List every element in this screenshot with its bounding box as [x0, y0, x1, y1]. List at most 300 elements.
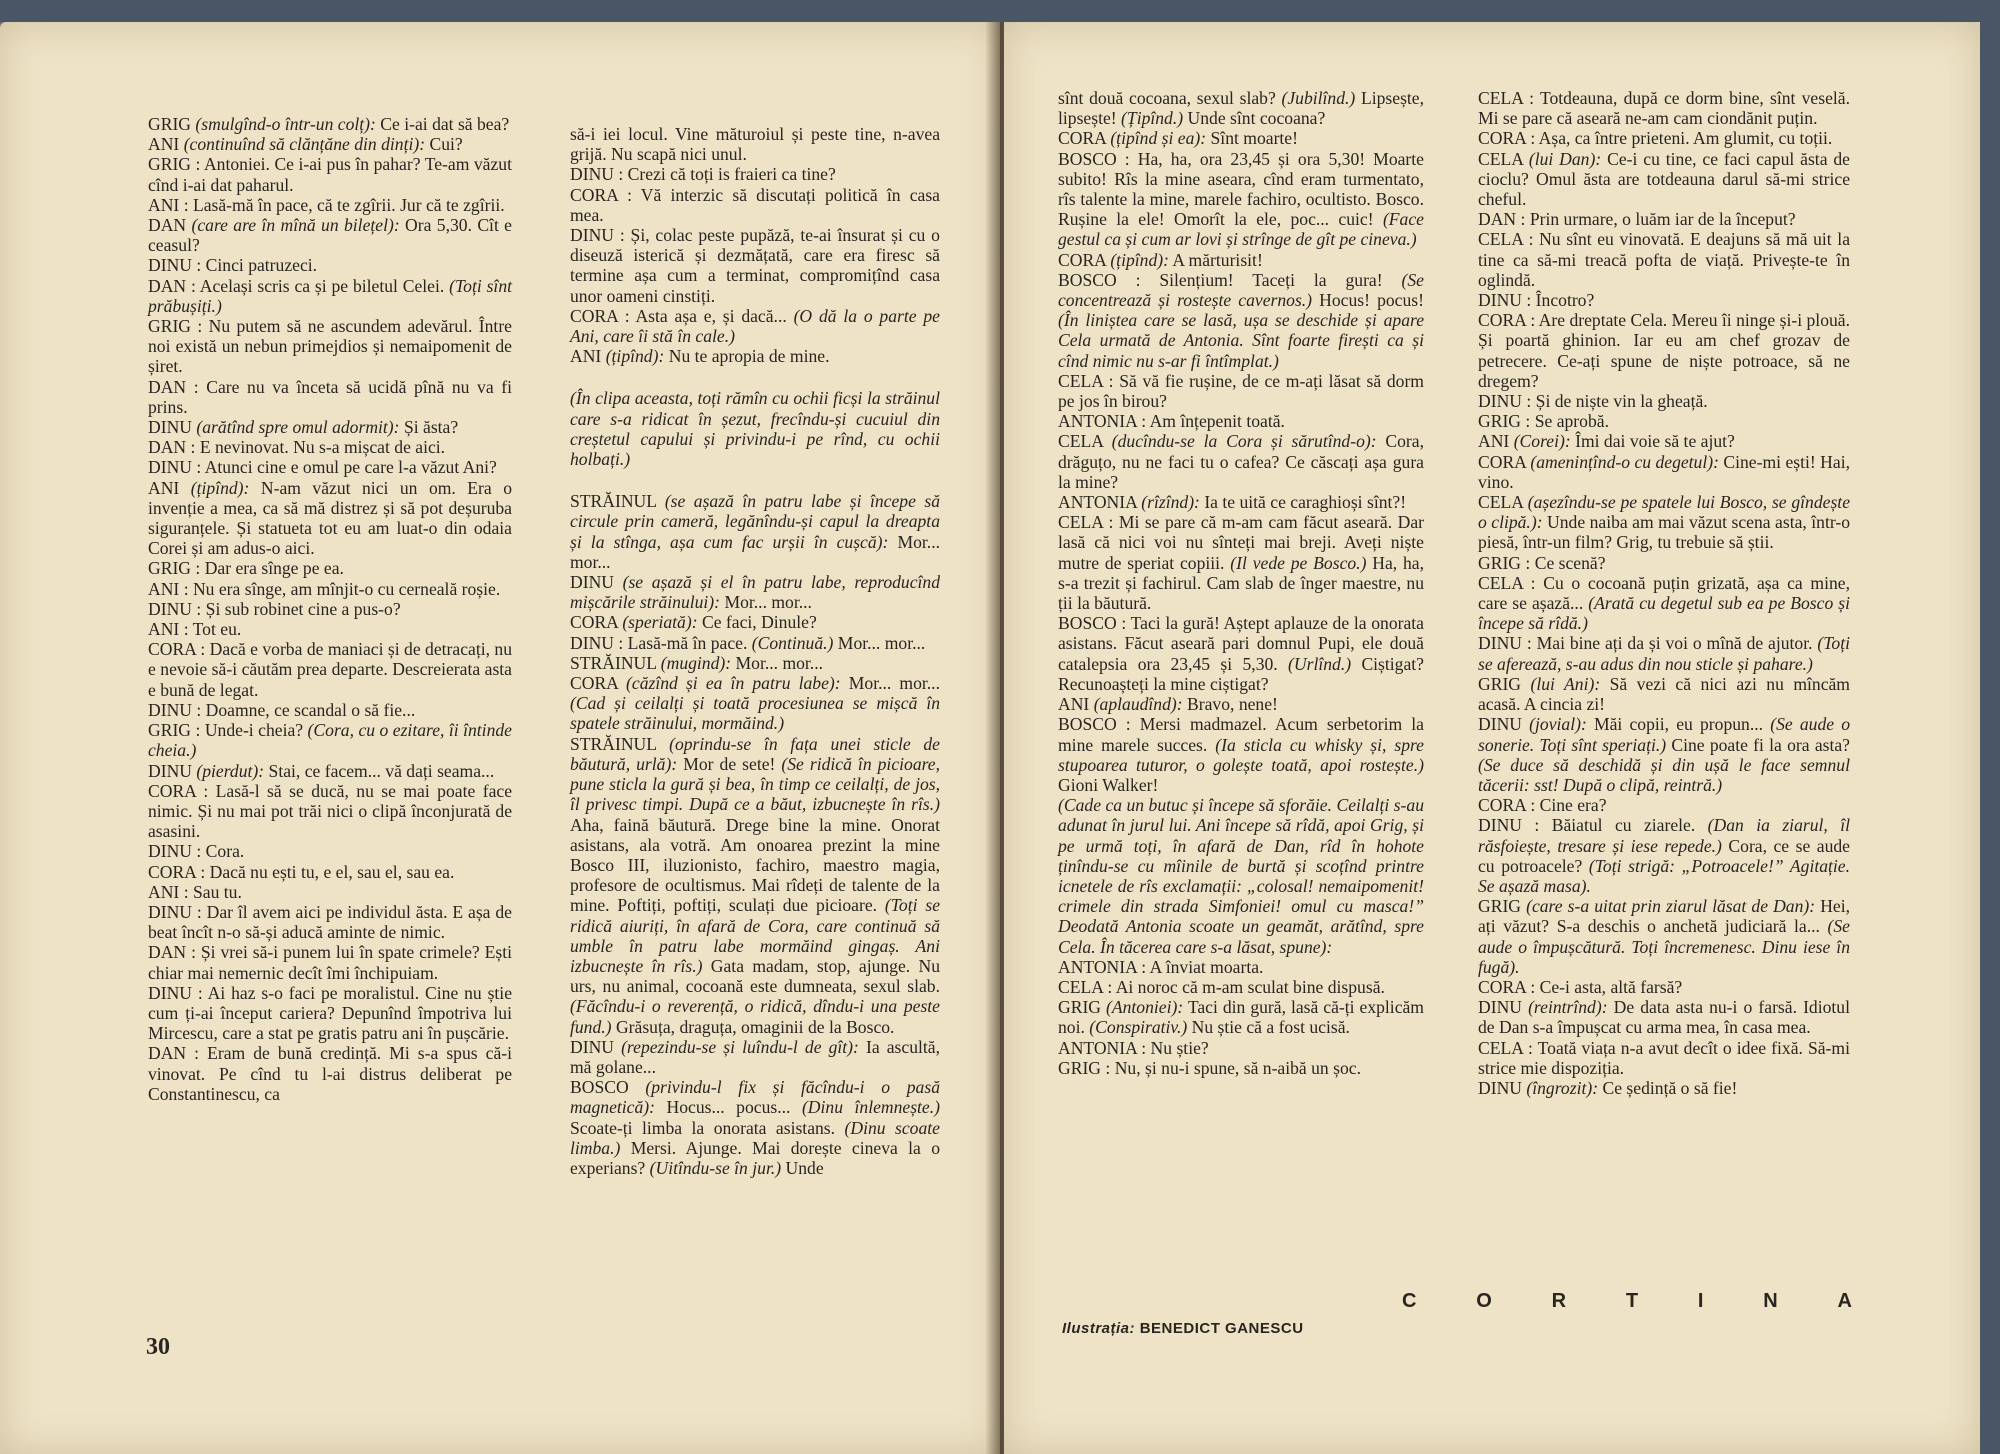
cortina-letter: T: [1625, 1290, 1639, 1312]
dialogue-text: : Eram de bună credință. Mi s-a spus că-i vinovat. Pe cînd tu l-ai distrus deliberat pe Constantinescu, ca: [148, 1043, 513, 1104]
speaker-name: BOSCO: [1058, 714, 1117, 735]
speaker-name: CORA: [570, 184, 618, 205]
dialogue-text: : Sau tu.: [183, 881, 242, 902]
dialogue-text: Mor... mor...: [735, 652, 824, 673]
stage-direction: (țipînd și ea):: [1110, 128, 1207, 149]
page-number: 30: [146, 1334, 170, 1360]
dialogue-text: : Tot eu.: [183, 619, 242, 640]
dialogue-line: [570, 653, 940, 673]
speaker-name: CORA: [1058, 249, 1106, 270]
cortina-letter: I: [1697, 1290, 1704, 1312]
speaker-name: DINU: [148, 255, 192, 276]
dialogue-text: : Ce-i asta, altă farsă?: [1530, 976, 1683, 997]
dialogue-text: : E nevinovat. Nu s-a mișcat de aici.: [190, 437, 446, 458]
stage-direction: (O dă la o parte pe Ani, care îi stă în cale.): [570, 305, 940, 347]
book-cover-edge: [0, 0, 2000, 22]
dialogue-text: Hocus... pocus...: [666, 1097, 791, 1118]
dialogue-line: [148, 215, 512, 255]
dialogue-text: : Antoniei. Ce i-ai pus în pahar? Te-am văzut cînd i-ai dat paharul.: [148, 154, 512, 195]
dialogue-text: : Am înțepenit toată.: [1141, 411, 1285, 432]
speaker-name: CELA: [1478, 572, 1523, 593]
stage-direction: (lui Ani):: [1530, 673, 1601, 694]
stage-direction: (Făcîndu-i o reverență, o ridică, dîndu-i una peste fund.): [570, 996, 940, 1037]
stage-direction: (mugind):: [660, 652, 732, 673]
speaker-name: ANTONIA: [1058, 956, 1137, 977]
speaker-name: DINU: [570, 164, 614, 185]
dialogue-text: Îmi dai voie să te ajut?: [1575, 431, 1735, 452]
dialogue-line: [1058, 714, 1424, 795]
dialogue-text: : Mai bine ați da și voi o mînă de ajutor.: [1526, 633, 1813, 654]
dialogue-line: [148, 639, 512, 700]
speaker-name: CORA: [1478, 451, 1526, 472]
speaker-name: ANI: [1478, 431, 1510, 452]
dialogue-text: A mărturisit!: [1172, 249, 1263, 270]
dialogue-text: : Asta așa e, și dacă...: [624, 305, 787, 326]
dialogue-line: [1058, 431, 1424, 492]
dialogue-line: [1478, 795, 1850, 815]
dialogue-line: [148, 983, 512, 1044]
dialogue-line: [1058, 613, 1424, 694]
dialogue-line: [148, 761, 512, 781]
dialogue-line: [1058, 492, 1424, 512]
speaker-name: DINU: [1478, 391, 1522, 412]
dialogue-text: : Mersi madmazel. Acum serbetorim la mine marele succes.: [1058, 714, 1424, 755]
stage-direction: (Se aude o sonerie. Toți sînt speriați.): [1478, 714, 1851, 755]
speaker-name: STRĂINUL: [570, 652, 657, 673]
speaker-name: DINU: [148, 901, 192, 922]
dialogue-text: : Nu sînt eu vinovată. E deajuns să mă uit la tine ca să-mi treacă pofta de viață. Privește-te în oglindă.: [1478, 229, 1851, 290]
stage-direction: (smulgînd-o într-un colț):: [195, 114, 376, 134]
dialogue-line: [570, 633, 940, 653]
dialogue-text: sînt două cocoana, sexul slab?: [1058, 88, 1276, 108]
stage-direction: (amenințînd-o cu degetul):: [1530, 451, 1719, 472]
dialogue-line: [570, 1037, 940, 1077]
dialogue-text: : Dar era sînge pe ea.: [195, 558, 344, 579]
dialogue-text: : Care nu va înceta să ucidă pînă nu va fi prins.: [148, 376, 512, 417]
text-column-2: [570, 124, 940, 1178]
speaker-name: DAN: [1478, 209, 1517, 230]
stage-direction: (Continuă.): [751, 632, 834, 653]
stage-direction: (reintrînd):: [1528, 997, 1608, 1018]
stage-direction: (țipînd):: [1110, 249, 1169, 270]
dialogue-line: [148, 478, 512, 559]
stage-direction: (se așază în patru labe și începe să circule prin cameră, legănîndu-și capul la dreapta și la stînga, așa cum fac urșii în cușcă):: [570, 491, 940, 552]
dialogue-line: [1058, 512, 1424, 613]
dialogue-text: Ce ședință o să fie!: [1602, 1077, 1738, 1098]
dialogue-line: [1058, 694, 1424, 714]
speaker-name: ANI: [148, 578, 180, 599]
speaker-name: DINU: [148, 598, 192, 619]
stage-direction: (Conspirativ.): [1089, 1017, 1188, 1038]
dialogue-text: : Ai haz s-o faci pe moralistul. Cine nu știe cum ți-ai început cariera? Depunînd împotriva lui Mircescu, care a stat pe gratis patru ani în pușcărie.: [148, 982, 513, 1044]
dialogue-text: De data asta nu-i o farsă. Idiotul de Dan s-a împușcat cu arma mea, în casa mea.: [1478, 997, 1850, 1038]
dialogue-line: [1058, 270, 1424, 371]
cortina-letter: O: [1476, 1290, 1492, 1312]
credit-label: Ilustrația:: [1062, 1320, 1136, 1337]
dialogue-line: [1478, 674, 1850, 714]
speaker-name: CORA: [148, 639, 196, 660]
dialogue-line: [148, 134, 512, 154]
speaker-name: CELA: [1478, 148, 1523, 169]
dialogue-line: [1478, 431, 1850, 451]
stage-direction: (Toți se aferează, s-au adus din nou sticle și pahare.): [1478, 633, 1850, 674]
stage-direction: (așezîndu-se pe spatele lui Bosco, se gîndește o clipă.):: [1478, 492, 1850, 533]
text-column-1: [148, 114, 512, 1104]
dialogue-text: : Doamne, ce scandal o să fie...: [196, 699, 416, 720]
dialogue-text: : Are dreptate Cela. Mereu îi ninge și-i plouă. Și poartă ghinion. Iar eu am chef grozav de petrecere. Ce-ați spune de niște potroace, să ne dregem?: [1478, 310, 1850, 391]
speaker-name: GRIG: [1478, 673, 1522, 694]
dialogue-line: [1478, 633, 1850, 673]
dialogue-line: [570, 673, 940, 734]
dialogue-text: : Același scris ca și pe biletul Celei.: [190, 275, 445, 296]
dialogue-text: Ia ascultă, mă golane...: [570, 1036, 940, 1077]
dialogue-line: [570, 124, 940, 164]
dialogue-text: : Dacă nu ești tu, e el, sau el, sau ea.: [200, 861, 455, 882]
stage-direction: (oprindu-se în fața unei sticle de băutură, urlă):: [570, 733, 940, 774]
dialogue-line: [1478, 492, 1850, 553]
dialogue-line: [570, 734, 940, 1037]
dialogue-line: [148, 417, 512, 437]
dialogue-text: : Cinci patruzeci.: [196, 255, 318, 276]
dialogue-text: : Nu era sînge, am mînjit-o cu cerneală roșie.: [183, 578, 501, 599]
stage-direction: (Se duce să deschidă și din ușă le face semnul tăcerii: sst! După o clipă, reintră.): [1478, 754, 1850, 795]
dialogue-line: [1478, 310, 1850, 391]
stage-direction: (lui Dan):: [1528, 148, 1602, 169]
dialogue-text: : Încotro?: [1526, 290, 1595, 311]
stage-direction: (țipînd):: [190, 477, 250, 498]
stage-direction: (Dan ia ziarul, îl răsfoiește, tresare și iese repede.): [1478, 815, 1850, 856]
dialogue-text: : A înviat moarta.: [1141, 956, 1264, 977]
stage-direction: (Uitîndu-se în jur.): [649, 1157, 782, 1178]
dialogue-line: [148, 377, 512, 417]
stage-direction: (Urlînd.): [1288, 653, 1352, 674]
stage-direction: (care s-a uitat prin ziarul lăsat de Dan):: [1526, 896, 1816, 917]
dialogue-line: [148, 579, 512, 599]
speaker-name: CORA: [1058, 128, 1106, 149]
speaker-name: GRIG: [1478, 411, 1522, 432]
dialogue-line: [570, 612, 940, 632]
dialogue-text: : Ce scenă?: [1525, 552, 1606, 573]
speaker-name: CORA: [1478, 976, 1526, 997]
dialogue-text: Cora, drăguțo, nu ne faci tu o cafea? Ce căscați așa gura la mine?: [1058, 431, 1424, 492]
stage-direction: (Toți strigă: „Potroacele!” Agitație. Se așază masa).: [1478, 855, 1850, 896]
dialogue-text: N-am văzut nici un om. Era o invenție a mea, ca să mă distrez și să pot deșuruba siguranțele. Și statueta tot eu am luat-o din odaia Corei și am adus-o aici.: [148, 477, 512, 559]
stage-direction: (arătînd spre omul adormit):: [196, 417, 400, 438]
dialogue-text: : Lasă-mă în pace, că te zgîrii. Jur că te zgîrii.: [183, 194, 505, 215]
speaker-name: GRIG: [1478, 552, 1522, 573]
dialogue-text: Grăsuța, draguța, omaginii de la Bosco.: [615, 1016, 895, 1037]
speaker-name: CELA: [1478, 88, 1523, 108]
dialogue-line: [1058, 977, 1424, 997]
stage-direction: (Dinu scoate limba.): [570, 1117, 940, 1158]
dialogue-text: Cine poate fi la ora asta?: [1671, 734, 1850, 755]
dialogue-line: [148, 599, 512, 619]
stage-direction: (Se aude o împușcătură. Toți încremenesc. Dinu iese în fugă).: [1478, 916, 1850, 977]
book-cover-edge-right: [1980, 0, 2000, 1454]
stage-direction: (Toți sînt prăbușiți.): [148, 275, 513, 316]
dialogue-line: [1478, 149, 1850, 210]
dialogue-line: [1478, 714, 1850, 795]
stage-direction: (Cora, cu o ezitare, îi întinde cheia.): [148, 720, 512, 761]
dialogue-line: [1058, 957, 1424, 977]
dialogue-text: Mor... mor...: [570, 531, 940, 572]
dialogue-text: : Nu știe?: [1141, 1037, 1209, 1058]
dialogue-line: [570, 491, 940, 572]
stage-direction: (jovial):: [1529, 714, 1587, 735]
dialogue-line: [148, 841, 512, 861]
stage-direction: (ducîndu-se la Cora și sărutînd-o):: [1111, 431, 1377, 452]
dialogue-line: [148, 781, 512, 842]
dialogue-line: [1478, 815, 1850, 896]
dialogue-line: [1478, 1038, 1850, 1078]
dialogue-text: : Mi se pare că m-am cam făcut aseară. Dar lasă că nici voi nu sînteți mai breji. Aveți niște mutre de speriat copiii.: [1058, 512, 1424, 573]
dialogue-line: [148, 457, 512, 477]
speaker-name: ANI: [148, 619, 180, 640]
stage-direction: (căzînd și ea în patru labe):: [626, 673, 841, 694]
dialogue-text: Ce faci, Dinule?: [701, 612, 817, 633]
speaker-name: GRIG: [148, 720, 192, 741]
speaker-name: BOSCO: [570, 1077, 629, 1098]
speaker-name: DINU: [148, 457, 192, 478]
dialogue-line: [570, 1077, 940, 1178]
dialogue-line: [570, 388, 940, 469]
speaker-name: DINU: [148, 841, 192, 862]
speaker-name: ANI: [148, 881, 180, 902]
stage-direction: (îngrozit):: [1526, 1077, 1599, 1098]
speaker-name: DINU: [1478, 1077, 1522, 1098]
stage-direction: (privindu-l fix și făcîndu-i o pasă magnetică):: [570, 1077, 940, 1118]
speaker-name: DINU: [570, 632, 614, 653]
stage-direction: (speriată):: [622, 612, 698, 633]
speaker-name: DAN: [148, 437, 187, 458]
text-column-4: [1478, 88, 1850, 1098]
dialogue-text: Hocus! pocus!: [1319, 290, 1424, 311]
dialogue-text: Sînt moarte!: [1210, 128, 1298, 149]
dialogue-text: Să vezi că nici azi nu mîncăm acasă. A cincia zi!: [1478, 673, 1850, 715]
dialogue-text: Ia te uită ce caraghioși sînt?!: [1204, 492, 1407, 513]
dialogue-line: [1478, 997, 1850, 1037]
stage-direction: (În liniștea care se lasă, ușa se deschide și apare Cela urmată de Antonia. Sînt foarte firești ca și cînd nimic nu s-ar fi întîmplat.): [1058, 310, 1424, 371]
speaker-name: DINU: [570, 225, 614, 246]
speaker-name: CELA: [1058, 370, 1103, 391]
dialogue-line: [1478, 452, 1850, 492]
dialogue-text: Lipsește, lipsește!: [1058, 88, 1425, 129]
cortina-letter: C: [1402, 1290, 1417, 1312]
speaker-name: CORA: [570, 305, 618, 326]
dialogue-line: [1058, 149, 1424, 250]
dialogue-text: Scoate-ți limba la onorata asistans.: [570, 1117, 836, 1138]
stage-direction: (Țipînd.): [1121, 108, 1184, 129]
dialogue-text: Bravo, nene!: [1187, 694, 1278, 715]
text-column-3: [1058, 88, 1424, 1078]
dialogue-text: Ora 5,30. Cît e ceasul?: [148, 215, 512, 256]
dialogue-text: Aha, faină băutură. Drege bine la mine. Onorat asistans, ala votră. Am onoarea prezint la mine Bosco III, iluzionisto, fachiro, maestro magia, profesore de ocultismus. Mai rîdeți de talente de la mine. Poftiți, poftiți, sculați due picioare.: [570, 814, 940, 916]
dialogue-text: : Unde-i cheia?: [195, 720, 304, 741]
dialogue-line: [1478, 229, 1850, 290]
stage-direction: (Arată cu degetul sub ea pe Bosco și începe să rîdă.): [1478, 593, 1850, 634]
dialogue-line: [148, 1043, 512, 1104]
dialogue-line: [1478, 88, 1850, 128]
speaker-name: DAN: [148, 376, 187, 397]
dialogue-line: [148, 276, 512, 316]
dialogue-text: : Ha, ha, ora 23,45 și ora 5,30! Moarte subito! Rîs la mine aseara, cînd eram turmentato, rîs talente la mine, marele fachiro, ocultisto. Bosco. Rușine la ele! Omorît la ele, poc... cuic!: [1058, 148, 1424, 230]
speaker-name: BOSCO: [1058, 148, 1117, 169]
stage-direction: (Cad și ceilalți și toată procesiunea se mișcă în spatele străinului, mormăind.): [570, 693, 940, 734]
dialogue-text: : Să vă fie rușine, de ce m-ați lăsat să dorm pe jos în birou?: [1058, 370, 1424, 412]
dialogue-line: [1058, 250, 1424, 270]
dialogue-line: [1478, 411, 1850, 431]
dialogue-text: Mor... mor...: [724, 592, 812, 613]
dialogue-text: Gioni Walker!: [1058, 774, 1159, 795]
stage-direction: (pierdut):: [196, 760, 265, 781]
speaker-name: CORA: [1478, 795, 1526, 816]
dialogue-text: Ce i-ai dat să bea?: [380, 114, 510, 134]
dialogue-text: să-i iei locul. Vine măturoiul și peste tine, n-avea grijă. Nu scapă nici unul.: [570, 124, 940, 165]
dialogue-text: Nu te apropia de mine.: [668, 346, 830, 367]
cortina-letter: R: [1551, 1290, 1567, 1312]
cortina-heading: [1402, 1290, 1852, 1313]
dialogue-text: : Nu, și nu-i spune, să n-aibă un șoc.: [1105, 1057, 1361, 1078]
dialogue-line: [148, 195, 512, 215]
dialogue-line: [1478, 290, 1850, 310]
dialogue-line: [148, 437, 512, 457]
dialogue-text: : Cu o cocoană puțin grizată, așa ca mine, care se așază...: [1478, 572, 1850, 614]
dialogue-text: Măi copii, eu propun...: [1593, 714, 1764, 735]
speaker-name: GRIG: [1058, 1057, 1102, 1078]
dialogue-text: : Băiatul cu ziarele.: [1534, 815, 1696, 836]
dialogue-text: Cui?: [429, 134, 463, 155]
credit-name: BENEDICT GANESCU: [1139, 1320, 1304, 1337]
speaker-name: CORA: [148, 861, 196, 882]
dialogue-line: [148, 114, 512, 134]
stage-direction: (țipînd):: [605, 346, 665, 367]
speaker-name: DINU: [1478, 997, 1522, 1018]
speaker-name: CORA: [1478, 128, 1526, 149]
dialogue-line: [1478, 896, 1850, 977]
stage-direction: (repezindu-se și luîndu-l de gît):: [621, 1036, 859, 1057]
speaker-name: STRĂINUL: [570, 733, 657, 754]
speaker-name: CORA: [570, 673, 618, 694]
dialogue-text: : Prin urmare, o luăm iar de la început?: [1520, 209, 1796, 230]
stage-direction: (Il vede pe Bosco.): [1230, 552, 1367, 573]
dialogue-text: : Toată viața n-a avut decît o idee fixă. Să-mi strice mie dispoziția.: [1478, 1037, 1850, 1078]
dialogue-line: [570, 346, 940, 366]
dialogue-text: : Așa, ca între prieteni. Am glumit, cu toții.: [1530, 128, 1833, 149]
dialogue-text: : Lasă-mă în pace.: [618, 632, 748, 653]
dialogue-text: : Dacă e vorba de maniaci și de detracați, nu e nevoie să-i căutăm prea departe. Descreierata asta e bună de legat.: [148, 639, 512, 700]
speaker-name: DINU: [1478, 290, 1522, 311]
speaker-name: DINU: [570, 1036, 614, 1057]
left-page: [0, 22, 1000, 1454]
dialogue-line: [1058, 88, 1424, 128]
speaker-name: CELA: [1058, 431, 1103, 452]
dialogue-text: : Lasă-l să se ducă, nu se mai poate face nimic. Și nu mai pot trăi nici o clipă înconjurată de asasini.: [148, 780, 512, 842]
dialogue-text: : Și de niște vin la gheață.: [1526, 391, 1708, 412]
stage-direction: (Corei):: [1513, 431, 1571, 452]
speaker-name: CELA: [1478, 229, 1523, 250]
dialogue-text: Gata madam, stop, ajunge. Nu urs, nu animal, cocoană este dumneata, sexul slab.: [570, 955, 941, 997]
speaker-name: DINU: [148, 982, 192, 1003]
speaker-name: CELA: [1058, 976, 1103, 997]
dialogue-text: : Totdeauna, după ce dorm bine, sînt veselă. Mi se pare că aseară ne-am cam ciondănit puțin.: [1478, 88, 1850, 129]
cortina-letter: N: [1763, 1290, 1778, 1312]
dialogue-text: Nu știe că a fost ucisă.: [1191, 1017, 1350, 1038]
speaker-name: DINU: [1478, 714, 1522, 735]
dialogue-text: Mersi. Ajunge. Mai dorește cineva la o experians?: [570, 1137, 940, 1178]
stage-direction: (continuînd să clănțăne din dinți):: [183, 134, 426, 155]
dialogue-line: [1478, 128, 1850, 148]
speaker-name: ANI: [148, 134, 180, 155]
speaker-name: ANI: [1058, 694, 1090, 715]
stage-direction: (se așază și el în patru labe, reproducînd mișcările străinului):: [570, 572, 940, 613]
dialogue-text: : Ai noroc că m-am sculat bine dispusă.: [1107, 976, 1385, 997]
stage-direction: (rîzînd):: [1141, 492, 1200, 513]
dialogue-line: [1058, 371, 1424, 411]
speaker-name: DINU: [1478, 815, 1522, 836]
dialogue-text: Cine-mi ești! Hai, vino.: [1478, 451, 1850, 492]
stage-direction: (Se ridică în picioare, pune sticla la gură și bea, în timp ce ceilalți, de jos, îl privesc timpi. După ce a băut, izbucnește în rîs.): [570, 753, 941, 815]
dialogue-line: [148, 255, 512, 275]
speaker-name: CORA: [148, 780, 196, 801]
dialogue-text: : Nu putem să ne ascundem adevărul. Între noi există un nebun primejdios și nemaipomenit de șiret.: [148, 316, 512, 377]
dialogue-line: [148, 882, 512, 902]
dialogue-text: Mor de sete!: [683, 753, 776, 774]
speaker-name: GRIG: [148, 316, 192, 337]
dialogue-text: Și ăsta?: [403, 417, 459, 438]
dialogue-text: Mor... mor...: [848, 673, 940, 694]
dialogue-line: [148, 902, 512, 942]
speaker-name: CORA: [1478, 310, 1526, 331]
speaker-name: STRĂINUL: [570, 491, 657, 512]
dialogue-text: : Silențium! Taceți la gura!: [1135, 269, 1383, 290]
dialogue-text: Taci din gură, lasă că-ți explicăm noi.: [1058, 997, 1424, 1038]
speaker-name: BOSCO: [1058, 269, 1117, 290]
speaker-name: GRIG: [148, 558, 192, 579]
dialogue-text: : Dar îl avem aici pe individul ăsta. E așa de beat încît n-o să-și aducă aminte de nimic.: [148, 901, 512, 943]
speaker-name: CELA: [1058, 512, 1103, 533]
dialogue-line: [148, 154, 512, 194]
dialogue-text: Hei, ați văzut? S-a deschis o anchetă judiciară la...: [1478, 896, 1850, 937]
dialogue-line: [1478, 391, 1850, 411]
dialogue-text: : Și, colac peste pupăză, te-ai însurat și cu o diseuză isterică și dezmățată, care era firesc să termine așa cum a terminat, compromițînd casa unor oameni cinstiți.: [570, 225, 940, 306]
speaker-name: DINU: [570, 572, 614, 593]
dialogue-line: [1478, 977, 1850, 997]
dialogue-text: : Se aprobă.: [1525, 411, 1609, 432]
dialogue-text: Unde: [785, 1157, 824, 1178]
speaker-name: ANTONIA: [1058, 1037, 1137, 1058]
dialogue-text: : Cora.: [196, 841, 245, 862]
dialogue-line: [570, 185, 940, 225]
dialogue-line: [1478, 573, 1850, 634]
speaker-name: CORA: [570, 612, 618, 633]
speaker-name: DAN: [148, 215, 187, 236]
dialogue-text: : Atunci cine e omul pe care l-a văzut Ani?: [196, 457, 497, 478]
dialogue-line: [1058, 997, 1424, 1037]
dialogue-text: : Taci la gură! Aștept aplauze de la onorata asistans. Făcut aseară pari domnul Pupi, ele două catalepsia ora 23,45 și 5,30.: [1058, 613, 1424, 674]
speaker-name: DINU: [148, 699, 192, 720]
dialogue-line: [1478, 1078, 1850, 1098]
speaker-name: GRIG: [1058, 997, 1102, 1018]
dialogue-line: [148, 862, 512, 882]
dialogue-line: [570, 306, 940, 346]
stage-direction: (Jubilînd.): [1281, 88, 1356, 108]
dialogue-line: [148, 720, 512, 760]
dialogue-line: [1058, 1038, 1424, 1058]
speaker-name: CELA: [1478, 1037, 1523, 1058]
dialogue-line: [570, 225, 940, 306]
speaker-name: ANI: [148, 194, 180, 215]
speaker-name: DINU: [148, 760, 192, 781]
